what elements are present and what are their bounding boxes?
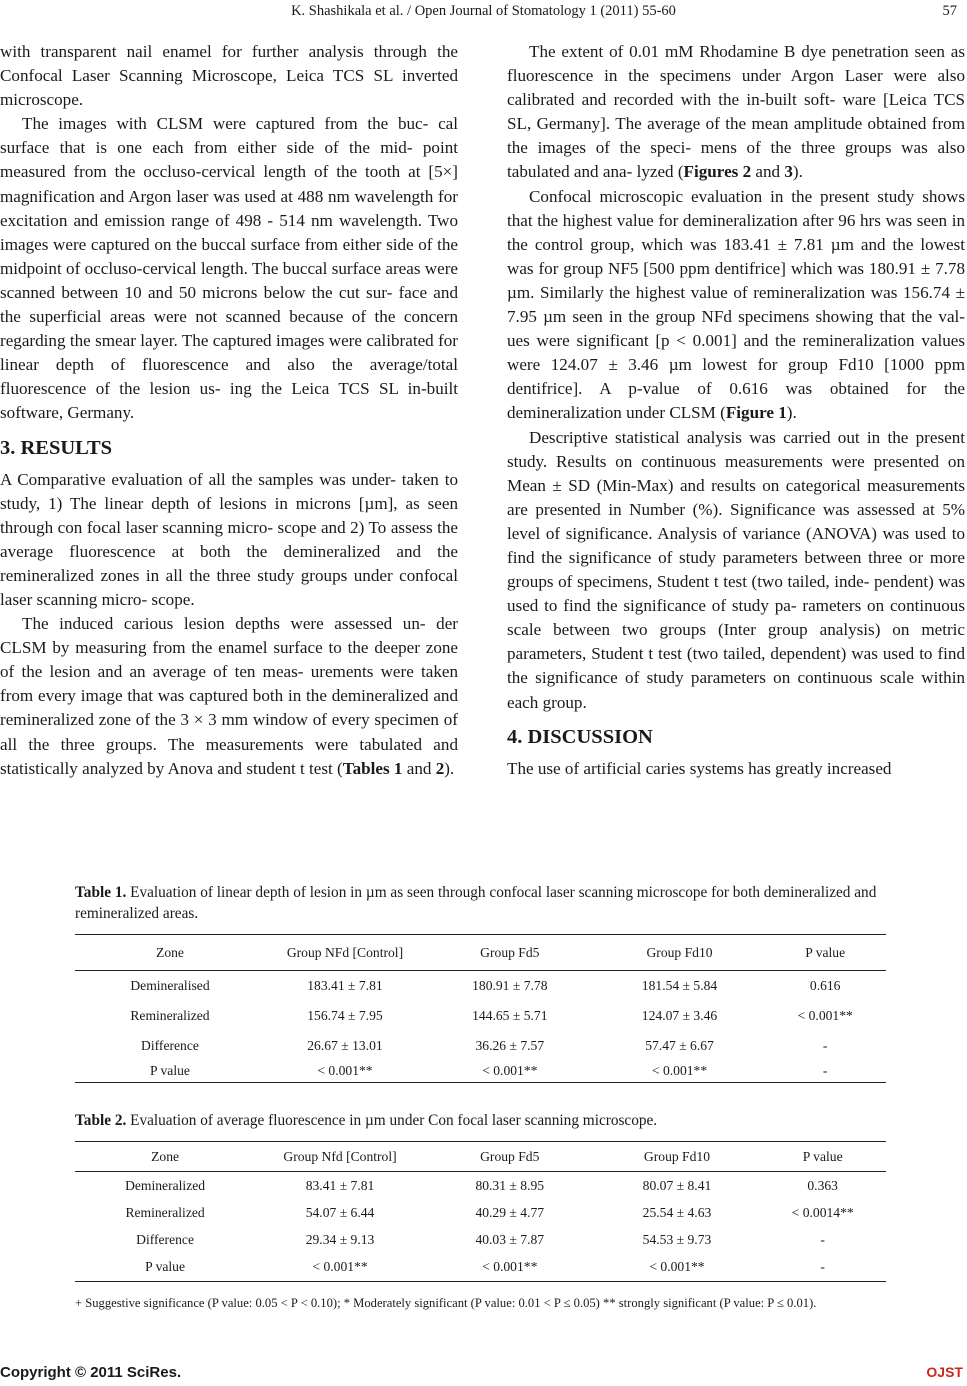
- table-cell: -: [820, 1232, 825, 1247]
- figure-reference[interactable]: Figures 2: [683, 162, 752, 182]
- table-cell: < 0.001**: [797, 1007, 853, 1023]
- caption-text: Evaluation of linear depth of lesion in µm as seen through confocal laser scanning microscope for both demineralized and remineralized areas.: [75, 884, 877, 922]
- table-cell: 29.34 ± 9.13: [305, 1232, 375, 1247]
- right-column: [507, 40, 965, 781]
- section-heading-results: 3. RESULTS: [0, 436, 113, 459]
- column-header: Group Nfd [Control]: [255, 1142, 425, 1172]
- table-cell: 54.07 ± 6.44: [305, 1205, 375, 1220]
- paragraph: [0, 612, 458, 781]
- column-header: P value: [764, 935, 886, 971]
- table-cell: 57.47 ± 6.67: [645, 1037, 714, 1053]
- page-footer: [0, 1362, 967, 1386]
- table-cell: < 0.001**: [595, 1061, 765, 1083]
- figure-reference[interactable]: Figure 1: [725, 403, 787, 423]
- data-table: [75, 1141, 886, 1282]
- figure-reference[interactable]: 3: [784, 162, 793, 182]
- table-row: [75, 971, 886, 1001]
- paragraph-text: ).: [786, 403, 797, 423]
- column-header: Zone: [75, 1142, 255, 1172]
- table-cell: 83.41 ± 7.81: [305, 1177, 375, 1193]
- paragraph: with transparent nail enamel for further analysis through the Confocal Laser Scanning Microscope, Leica TCS SL inverted microscope.: [0, 42, 458, 110]
- data-table: [75, 934, 886, 1083]
- copyright-notice: Copyright © 2011 SciRes.: [0, 1364, 182, 1381]
- table-cell: -: [764, 1061, 886, 1083]
- table-row: [75, 1172, 886, 1200]
- table-cell: Demineralized: [125, 1177, 206, 1193]
- column-header: Group Fd10: [595, 1142, 760, 1172]
- table-cell: P value: [75, 1061, 265, 1083]
- left-column: [0, 40, 458, 781]
- table-cell: 40.03 ± 7.87: [475, 1232, 545, 1247]
- table-cell: < 0.001**: [425, 1061, 595, 1083]
- caption-text: Evaluation of average fluorescence in µm under Con focal laser scanning microscope.: [126, 1112, 658, 1129]
- column-header: Group Fd10: [595, 935, 765, 971]
- table-header-row: [75, 935, 886, 971]
- page-number: 57: [942, 3, 957, 19]
- table-reference[interactable]: Tables 1: [342, 758, 403, 778]
- paragraph-text: and: [402, 758, 436, 778]
- table-footnote: + Suggestive significance (P value: 0.05 < P < 0.10); * Moderately significant (P value: 0.01 < P ≤ 0.05) ** strongly significant (P value: P ≤ 0.01).: [75, 1296, 817, 1310]
- table-header-row: [75, 1142, 886, 1172]
- journal-abbreviation: OJST: [926, 1364, 963, 1380]
- paragraph: Descriptive statistical analysis was carried out in the present study. Results on continuous measurements were presented on Mean ± SD (Min-Max) and results on categorical measurements are presented in Number (%). Significance was assessed at 5% level of significance. Analysis of variance (ANOVA) was used to find the significance of study parameters between three or more groups of specimens, Student t test (two tailed, inde- pendent) was used to find the significance of study pa- rameters on continuous scale between two groups (Inter group analysis) on metric parameters, Student t test (two tailed, dependent) was used to find the significance of study parameters on continuous scale within each group.: [507, 427, 965, 712]
- table-1: [75, 882, 886, 1083]
- table-row: [75, 1061, 886, 1083]
- paragraph-text: The extent of 0.01 mM Rhodamine B dye penetration seen as fluorescence in the specimens under Argon Laser were also calibrated and recorded with the in-built soft- ware [Leica TCS SL, Germany]. The average of the mean amplitude obtained from the images of the speci- mens of the three groups was also tabulated and ana- lyzed (: [507, 42, 965, 182]
- table-cell: 0.363: [807, 1177, 838, 1193]
- column-header: Group Fd5: [425, 935, 595, 971]
- table-row: [75, 1031, 886, 1061]
- column-header: P value: [759, 1142, 886, 1172]
- table-reference[interactable]: 2: [435, 758, 445, 778]
- table-cell: 181.54 ± 5.84: [641, 977, 718, 993]
- table-cell: < 0.001**: [255, 1254, 425, 1282]
- table-cell: 26.67 ± 13.01: [307, 1037, 383, 1053]
- table-cell: 183.41 ± 7.81: [307, 977, 383, 993]
- running-head: K. Shashikala et al. / Open Journal of Stomatology 1 (2011) 55-60: [291, 3, 676, 19]
- page-header: [0, 0, 967, 22]
- table-row: [75, 1254, 886, 1282]
- table-cell: < 0.001**: [595, 1254, 760, 1282]
- table-cell: -: [822, 1037, 828, 1053]
- table-cell: 36.26 ± 7.57: [475, 1037, 545, 1053]
- table-cell: 54.53 ± 9.73: [642, 1232, 712, 1247]
- table-row: [75, 1227, 886, 1254]
- paragraph: A Comparative evaluation of all the samples was under- taken to study, 1) The linear depth of lesions in microns [µm], as seen through con focal laser scanning micro- scope and 2) To assess the average fluorescence at both the demineralized and the remineralized zones in all the three study groups under confocal laser scanning micro- scope.: [0, 469, 458, 609]
- table-cell: Difference: [141, 1037, 199, 1053]
- column-header: Group NFd [Control]: [265, 935, 425, 971]
- table-cell: < 0.0014**: [791, 1205, 854, 1220]
- column-header: Zone: [75, 935, 265, 971]
- table-cell: 25.54 ± 4.63: [642, 1205, 712, 1220]
- table-cell: Remineralized: [125, 1205, 205, 1220]
- table-cell: 40.29 ± 4.77: [475, 1205, 545, 1220]
- table-row: [75, 1200, 886, 1227]
- table-cell: 124.07 ± 3.46: [641, 1007, 718, 1023]
- table-cell: 144.65 ± 5.71: [472, 1007, 548, 1023]
- table-cell: 156.74 ± 7.95: [307, 1007, 383, 1023]
- table-cell: 80.07 ± 8.41: [642, 1177, 712, 1193]
- table-cell: < 0.001**: [425, 1254, 595, 1282]
- paragraph-text: The induced carious lesion depths were assessed un- der CLSM by measuring from the enamel surface to the deeper zone of the lesion and an average of ten meas- urements were taken from every image that was captured both in the demineralized and remineralized zone of the 3 × 3 mm window of every specimen of all the three groups. The measurements were tabulated and statistically analyzed by Anova and student t test (: [0, 614, 458, 778]
- paragraph-text: ).: [444, 758, 455, 778]
- table-caption: [75, 1110, 886, 1131]
- table-2: [75, 1110, 886, 1282]
- table-cell: 0.616: [809, 977, 841, 993]
- table-label: Table 2.: [75, 1112, 127, 1129]
- table-cell: Difference: [136, 1232, 194, 1247]
- table-caption: [75, 882, 886, 924]
- section-heading-discussion: 4. DISCUSSION: [507, 725, 653, 748]
- paragraph-text: ).: [792, 162, 803, 182]
- table-cell: < 0.001**: [265, 1061, 425, 1083]
- table-cell: Remineralized: [130, 1007, 210, 1023]
- table-cell: 80.31 ± 8.95: [475, 1177, 545, 1193]
- table-cell: P value: [75, 1254, 255, 1282]
- table-row: [75, 1001, 886, 1031]
- paragraph: [507, 185, 965, 426]
- table-cell: 180.91 ± 7.78: [472, 977, 548, 993]
- paragraph: The images with CLSM were captured from the buc- cal surface that is one each from either side of the mid- point measured from the occluso-cervical length of the tooth at [5×] magnification and Argon laser was used at 488 nm wavelength for excitation and emission range of 498 - 514 nm wavelength. Two images were captured on the buccal surface from either side of the midpoint of occluso-cervical length. The buccal surface areas were scanned between 10 and 50 microns below the cut sur- face and the superficial areas were not scanned because of the concern regarding the smear layer. The captured images were calibrated for linear depth of fluorescence and also the average/total fluorescence of the lesion us- ing the Leica TCS SL in-built software, Germany.: [0, 114, 458, 423]
- table-cell: Demineralised: [130, 977, 210, 993]
- paragraph: The use of artificial caries systems has greatly increased: [507, 758, 892, 778]
- table-cell: -: [759, 1254, 886, 1282]
- paragraph: [507, 40, 965, 185]
- table-label: Table 1.: [75, 884, 127, 901]
- paragraph-text: and: [751, 162, 785, 182]
- paragraph-text: Confocal microscopic evaluation in the present study shows that the highest value for demineralization after 96 hrs was seen in the control group, which was 183.41 ± 7.81 µm and the lowest was for group NF5 [500 ppm dentifrice] which was 180.91 ± 7.78 µm. Similarly the highest value of remineralization was 156.74 ± 7.95 µm seen in the group NFd specimens showing that the val- ues were significant [p < 0.001] and the remineralization values were 124.07 ± 3.46 µm lowest for group Fd10 [1000 ppm dentifrice]. A p-value of 0.616 was obtained for the demineralization under CLSM (: [507, 186, 965, 423]
- column-header: Group Fd5: [425, 1142, 595, 1172]
